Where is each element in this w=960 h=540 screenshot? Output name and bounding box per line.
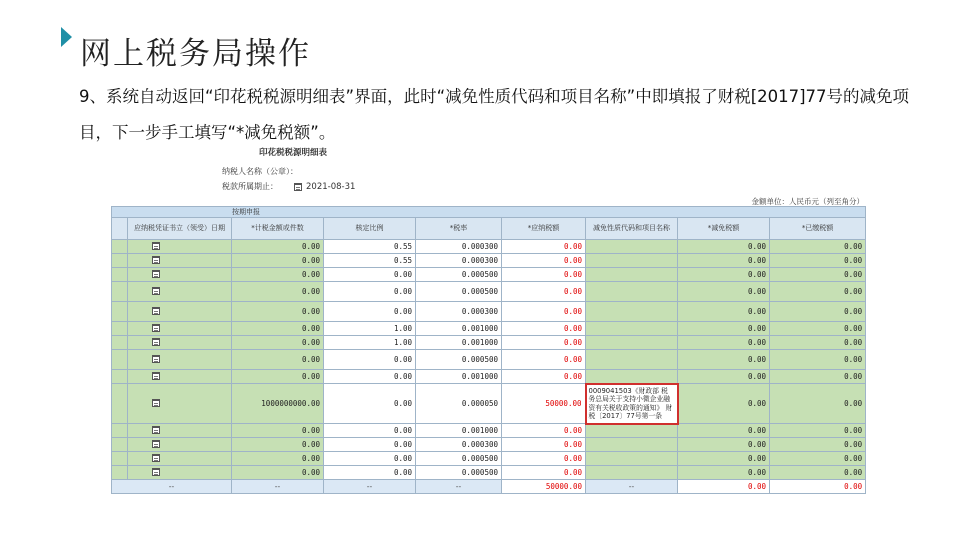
tax-payable-cell: 0.00 — [502, 302, 586, 322]
period-date-field[interactable]: 2021-08-31 — [306, 181, 356, 192]
date-cell[interactable] — [128, 370, 232, 384]
paid-tax-cell[interactable]: 0.00 — [770, 384, 866, 424]
date-cell[interactable] — [128, 452, 232, 466]
table-row — [112, 466, 866, 480]
exemption-amount-cell[interactable]: 0.00 — [678, 370, 770, 384]
total-paid-cell: 0.00 — [770, 480, 866, 494]
column-header: 减免性质代码和项目名称 — [586, 218, 678, 240]
tax-payable-cell: 0.00 — [502, 466, 586, 480]
total-exempt-name-cell: -- — [586, 480, 678, 494]
row-spacer — [112, 424, 128, 438]
exemption-name-cell[interactable] — [586, 370, 678, 384]
ratio-cell[interactable]: 1.00 — [324, 322, 416, 336]
paid-tax-cell[interactable]: 0.00 — [770, 336, 866, 350]
rate-cell[interactable]: 0.001000 — [416, 336, 502, 350]
exemption-amount-cell[interactable]: 0.00 — [678, 240, 770, 254]
amount-cell[interactable]: 0.00 — [232, 302, 324, 322]
exemption-name-cell[interactable] — [586, 268, 678, 282]
header-spacer — [112, 218, 128, 240]
tax-payable-cell: 50000.00 — [502, 384, 586, 424]
amount-cell[interactable]: 0.00 — [232, 282, 324, 302]
ratio-cell[interactable]: 0.00 — [324, 384, 416, 424]
exemption-name-cell[interactable] — [586, 452, 678, 466]
calendar-icon[interactable] — [152, 440, 160, 448]
date-cell[interactable] — [128, 424, 232, 438]
exemption-name-cell[interactable] — [586, 336, 678, 350]
amount-unit-label: 金额单位：人民币元（列至角分） — [751, 197, 864, 206]
calendar-icon[interactable] — [152, 454, 160, 462]
row-spacer — [112, 268, 128, 282]
date-cell[interactable] — [128, 282, 232, 302]
table-row — [112, 384, 866, 424]
rate-cell[interactable]: 0.000500 — [416, 268, 502, 282]
calendar-icon[interactable] — [152, 324, 160, 332]
paid-tax-cell[interactable]: 0.00 — [770, 424, 866, 438]
paid-tax-cell[interactable]: 0.00 — [770, 254, 866, 268]
paid-tax-cell[interactable]: 0.00 — [770, 268, 866, 282]
amount-cell[interactable]: 0.00 — [232, 254, 324, 268]
row-spacer — [112, 254, 128, 268]
tax-payable-cell: 0.00 — [502, 350, 586, 370]
amount-cell[interactable]: 0.00 — [232, 268, 324, 282]
paid-tax-cell[interactable]: 0.00 — [770, 240, 866, 254]
calendar-icon[interactable] — [152, 287, 160, 295]
row-spacer — [112, 384, 128, 424]
paid-tax-cell[interactable]: 0.00 — [770, 452, 866, 466]
amount-cell[interactable]: 0.00 — [232, 370, 324, 384]
tax-payable-cell: 0.00 — [502, 336, 586, 350]
exemption-name-cell[interactable]: 0009041503《财政部 税务总局关于支持小微企业融资有关税收政策的通知》 财税〔2017〕77号第一条 — [586, 384, 678, 424]
calendar-icon[interactable] — [152, 338, 160, 346]
calendar-icon[interactable] — [152, 399, 160, 407]
calendar-icon[interactable] — [152, 256, 160, 264]
table-row — [112, 438, 866, 452]
paid-tax-cell[interactable]: 0.00 — [770, 370, 866, 384]
date-cell[interactable] — [128, 268, 232, 282]
taxpayer-label: 纳税人名称（公章）： — [222, 167, 298, 176]
table-row — [112, 336, 866, 350]
rate-cell[interactable]: 0.001000 — [416, 322, 502, 336]
slide-description: 9、系统自动返回“印花税税源明细表”界面，此时“减免性质代码和项目名称”中即填报了财税[2017]77号的减免项目，下一步手工填写“*减免税额”。 — [79, 87, 910, 142]
column-header: *减免税额 — [678, 218, 770, 240]
paid-tax-cell[interactable]: 0.00 — [770, 466, 866, 480]
tax-payable-cell: 0.00 — [502, 424, 586, 438]
exemption-amount-cell[interactable]: 0.00 — [678, 302, 770, 322]
tax-payable-cell: 0.00 — [502, 254, 586, 268]
section-header: 按期申报 — [112, 207, 866, 218]
table-row — [112, 240, 866, 254]
rate-cell[interactable]: 0.000500 — [416, 466, 502, 480]
row-spacer — [112, 350, 128, 370]
column-header: *计税金额或件数 — [232, 218, 324, 240]
exemption-name-cell[interactable] — [586, 322, 678, 336]
exemption-amount-cell[interactable]: 0.00 — [678, 282, 770, 302]
exemption-name-cell[interactable] — [586, 424, 678, 438]
tax-payable-cell: 0.00 — [502, 452, 586, 466]
rate-cell[interactable]: 0.001000 — [416, 424, 502, 438]
exemption-amount-cell[interactable]: 0.00 — [678, 452, 770, 466]
table-row — [112, 350, 866, 370]
date-cell[interactable] — [128, 302, 232, 322]
ratio-cell[interactable]: 0.00 — [324, 466, 416, 480]
exemption-name-cell[interactable] — [586, 254, 678, 268]
exemption-name-cell[interactable] — [586, 302, 678, 322]
date-cell[interactable] — [128, 254, 232, 268]
date-cell[interactable] — [128, 336, 232, 350]
tax-payable-cell: 0.00 — [502, 240, 586, 254]
rate-cell[interactable]: 0.000050 — [416, 384, 502, 424]
exemption-amount-cell[interactable]: 0.00 — [678, 350, 770, 370]
period-label: 税款所属期止： — [222, 182, 278, 191]
ratio-cell[interactable]: 0.00 — [324, 370, 416, 384]
stamp-tax-detail-table — [111, 206, 866, 494]
paid-tax-cell[interactable]: 0.00 — [770, 438, 866, 452]
calendar-icon[interactable] — [294, 183, 302, 191]
rate-cell[interactable]: 0.000300 — [416, 438, 502, 452]
ratio-cell[interactable]: 0.00 — [324, 282, 416, 302]
calendar-icon[interactable] — [152, 355, 160, 363]
ratio-cell[interactable]: 0.00 — [324, 424, 416, 438]
paid-tax-cell[interactable]: 0.00 — [770, 350, 866, 370]
table-row — [112, 302, 866, 322]
paid-tax-cell[interactable]: 0.00 — [770, 282, 866, 302]
row-spacer — [112, 302, 128, 322]
total-rate-cell: -- — [416, 480, 502, 494]
date-cell[interactable] — [128, 350, 232, 370]
tax-payable-cell: 0.00 — [502, 438, 586, 452]
tax-payable-cell: 0.00 — [502, 268, 586, 282]
rate-cell[interactable]: 0.000300 — [416, 254, 502, 268]
paid-tax-cell[interactable]: 0.00 — [770, 302, 866, 322]
title-marker-icon — [61, 27, 72, 47]
column-header: 核定比例 — [324, 218, 416, 240]
amount-cell[interactable]: 0.00 — [232, 424, 324, 438]
table-row — [112, 282, 866, 302]
table-row — [112, 424, 866, 438]
rate-cell[interactable]: 0.000300 — [416, 302, 502, 322]
calendar-icon[interactable] — [152, 372, 160, 380]
amount-cell[interactable]: 0.00 — [232, 452, 324, 466]
exemption-amount-cell[interactable]: 0.00 — [678, 336, 770, 350]
exemption-name-cell[interactable] — [586, 438, 678, 452]
paid-tax-cell[interactable]: 0.00 — [770, 322, 866, 336]
date-cell[interactable] — [128, 438, 232, 452]
table-row — [112, 322, 866, 336]
exemption-name-cell[interactable] — [586, 240, 678, 254]
ratio-cell[interactable]: 1.00 — [324, 336, 416, 350]
totals-row — [112, 480, 866, 494]
total-amount-cell: -- — [232, 480, 324, 494]
date-cell[interactable] — [128, 322, 232, 336]
tax-period — [222, 181, 355, 192]
exemption-amount-cell[interactable]: 0.00 — [678, 322, 770, 336]
ratio-cell[interactable]: 0.55 — [324, 240, 416, 254]
slide-title: 网上税务局操作 — [80, 36, 311, 72]
tax-payable-cell: 0.00 — [502, 282, 586, 302]
rate-cell[interactable]: 0.000500 — [416, 452, 502, 466]
rate-cell[interactable]: 0.001000 — [416, 370, 502, 384]
total-ratio-cell: -- — [324, 480, 416, 494]
column-header: 应纳税凭证书立（领受）日期 — [128, 218, 232, 240]
rate-cell[interactable]: 0.000500 — [416, 350, 502, 370]
amount-cell[interactable]: 0.00 — [232, 350, 324, 370]
column-header: *税率 — [416, 218, 502, 240]
column-header: *已缴税额 — [770, 218, 866, 240]
tax-payable-cell: 0.00 — [502, 322, 586, 336]
ratio-cell[interactable]: 0.00 — [324, 268, 416, 282]
calendar-icon[interactable] — [152, 468, 160, 476]
calendar-icon[interactable] — [152, 270, 160, 278]
ratio-cell[interactable]: 0.00 — [324, 452, 416, 466]
exemption-amount-cell[interactable]: 0.00 — [678, 438, 770, 452]
calendar-icon[interactable] — [152, 307, 160, 315]
ratio-cell[interactable]: 0.00 — [324, 350, 416, 370]
amount-cell[interactable]: 0.00 — [232, 322, 324, 336]
amount-cell[interactable]: 0.00 — [232, 240, 324, 254]
ratio-cell[interactable]: 0.00 — [324, 438, 416, 452]
total-exempt-cell: 0.00 — [678, 480, 770, 494]
ratio-cell[interactable]: 0.00 — [324, 302, 416, 322]
ratio-cell[interactable]: 0.55 — [324, 254, 416, 268]
date-cell[interactable] — [128, 384, 232, 424]
table-row — [112, 254, 866, 268]
rate-cell[interactable]: 0.000300 — [416, 240, 502, 254]
calendar-icon[interactable] — [152, 242, 160, 250]
tax-payable-cell: 0.00 — [502, 370, 586, 384]
row-spacer — [112, 282, 128, 302]
exemption-name-cell[interactable] — [586, 282, 678, 302]
row-spacer — [112, 466, 128, 480]
calendar-icon[interactable] — [152, 426, 160, 434]
rate-cell[interactable]: 0.000500 — [416, 282, 502, 302]
row-spacer — [112, 240, 128, 254]
table-row — [112, 452, 866, 466]
date-cell[interactable] — [128, 466, 232, 480]
row-spacer — [112, 452, 128, 466]
amount-cell[interactable]: 0.00 — [232, 336, 324, 350]
column-header: *应纳税额 — [502, 218, 586, 240]
exemption-amount-cell[interactable]: 0.00 — [678, 466, 770, 480]
exemption-amount-cell[interactable]: 0.00 — [678, 254, 770, 268]
total-tax-cell: 50000.00 — [502, 480, 586, 494]
amount-cell[interactable]: 1000000000.00 — [232, 384, 324, 424]
exemption-name-cell[interactable] — [586, 466, 678, 480]
row-spacer — [112, 370, 128, 384]
exemption-name-cell[interactable] — [586, 350, 678, 370]
table-row — [112, 370, 866, 384]
table-row — [112, 268, 866, 282]
amount-cell[interactable]: 0.00 — [232, 438, 324, 452]
row-spacer — [112, 438, 128, 452]
row-spacer — [112, 336, 128, 350]
exemption-amount-cell[interactable]: 0.00 — [678, 268, 770, 282]
amount-cell[interactable]: 0.00 — [232, 466, 324, 480]
total-date-cell: -- — [112, 480, 232, 494]
row-spacer — [112, 322, 128, 336]
date-cell[interactable] — [128, 240, 232, 254]
exemption-amount-cell[interactable]: 0.00 — [678, 384, 770, 424]
exemption-amount-cell[interactable]: 0.00 — [678, 424, 770, 438]
form-title: 印花税税源明细表 — [259, 148, 328, 158]
